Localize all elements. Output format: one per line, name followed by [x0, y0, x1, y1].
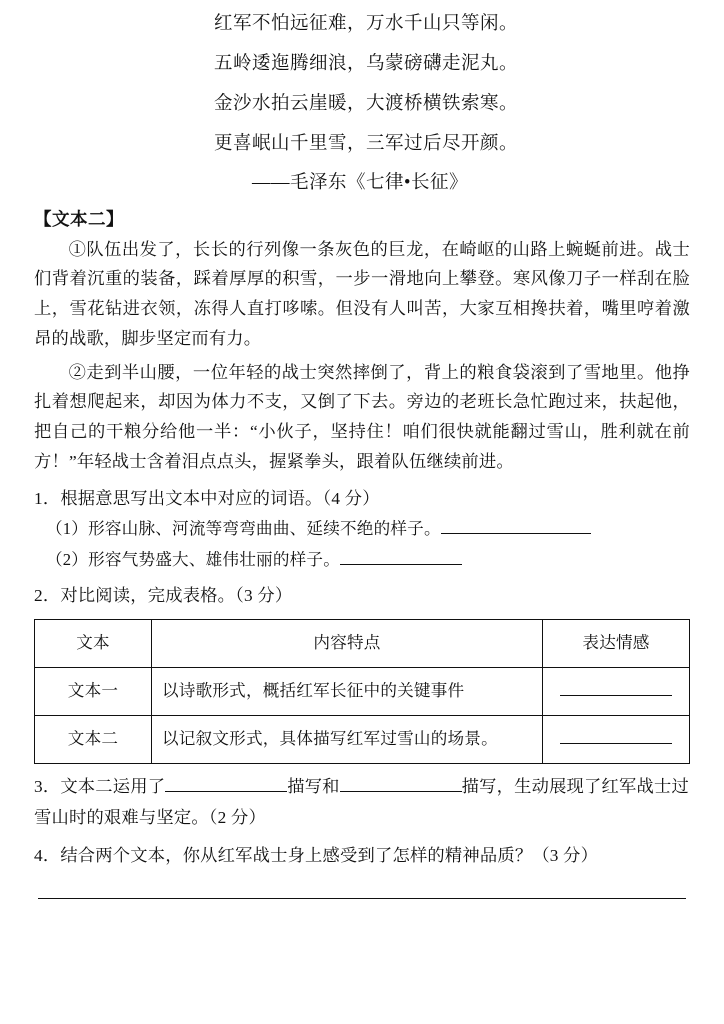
comparison-table: [34, 619, 690, 764]
poem-attribution: ——毛泽东《七律•长征》: [252, 172, 468, 193]
question-2: [34, 581, 690, 763]
poem-block: [34, 10, 690, 198]
question-1-sub-1: [46, 515, 690, 544]
question-1-sub-2-text: （2）形容气势盛大、雄伟壮丽的样子。: [46, 549, 340, 569]
question-1: [34, 484, 690, 575]
poem-line-3: 金沙水拍云崖暖，大渡桥横铁索寒。: [214, 93, 519, 114]
poem-line-1: 红军不怕远征难，万水千山只等闲。: [214, 14, 519, 34]
table-cell-features-2: 以记叙文形式，具体描写红军过雪山的场景。: [152, 715, 543, 763]
poem-line-4: 更喜岷山千里雪，三军过后尽开颜。: [214, 133, 519, 154]
poem-line-2: 五岭逶迤腾细浪，乌蒙磅礴走泥丸。: [214, 53, 519, 74]
answer-line-4[interactable]: [38, 898, 686, 899]
table-row: [35, 668, 690, 716]
answer-blank-3-2[interactable]: [340, 791, 462, 792]
answer-blank-2-2[interactable]: [560, 743, 672, 744]
question-4: [34, 841, 690, 899]
answer-blank-1-1[interactable]: [441, 533, 591, 534]
question-3-part-3: 描写，生动展现了红军战士过雪山时的艰难与坚定。（2 分）: [34, 776, 689, 827]
text-two-paragraph-1: ①队伍出发了，长长的行列像一条灰色的巨龙，在崎岖的山路上蜿蜒前进。战士们背着沉重的装备，踩着厚厚的积雪，一步一滑地向上攀登。寒风像刀子一样刮在脸上，雪花钻进衣领，冻得人直打哆嗦。但没有人叫苦，大家互相搀扶着，嘴里哼着激昂的战歌，脚步坚定而有力。: [34, 239, 690, 348]
question-1-sub-1-text: （1）形容山脉、河流等弯弯曲曲、延续不绝的样子。: [46, 519, 441, 539]
question-3: [34, 772, 690, 834]
table-cell-text-2: 文本二: [35, 715, 152, 763]
table-cell-features-1: 以诗歌形式，概括红军长征中的关键事件: [152, 668, 543, 716]
question-2-stem: 2．对比阅读，完成表格。（3 分）: [34, 586, 293, 606]
table-header-cell-emotion: 表达情感: [543, 620, 690, 668]
text-two-heading: 【文本二】: [34, 208, 124, 229]
table-cell-emotion-1[interactable]: [543, 668, 690, 716]
answer-blank-2-1[interactable]: [560, 695, 672, 696]
question-1-stem: 1．根据意思写出文本中对应的词语。（4 分）: [34, 488, 380, 508]
answer-blank-3-1[interactable]: [165, 791, 287, 792]
question-3-part-2: 描写和: [287, 776, 340, 796]
table-row: [35, 715, 690, 763]
table-cell-text-1: 文本一: [35, 668, 152, 716]
question-1-sub-2: [46, 546, 690, 575]
table-header-cell-text: 文本: [35, 620, 152, 668]
text-two-paragraph-2: ②走到半山腰，一位年轻的战士突然摔倒了，背上的粮食袋滚到了雪地里。他挣扎着想爬起来，却因为体力不支，又倒了下去。旁边的老班长急忙跑过来，扶起他，把自己的干粮分给他一半：“小伙子，坚持住！咱们很快就能翻过雪山，胜利就在前方！”年轻战士含着泪点点头，握紧拳头，跟着队伍继续前进。: [34, 362, 690, 471]
text-two-section: [34, 206, 690, 477]
question-3-part-1: 3．文本二运用了: [34, 776, 166, 796]
question-4-stem: 4．结合两个文本，你从红军战士身上感受到了怎样的精神品质？（3 分）: [34, 846, 599, 866]
question-3-stem: [34, 772, 690, 834]
table-cell-emotion-2[interactable]: [543, 715, 690, 763]
answer-blank-1-2[interactable]: [340, 564, 462, 565]
table-header-cell-features: 内容特点: [152, 620, 543, 668]
table-header-row: [35, 620, 690, 668]
